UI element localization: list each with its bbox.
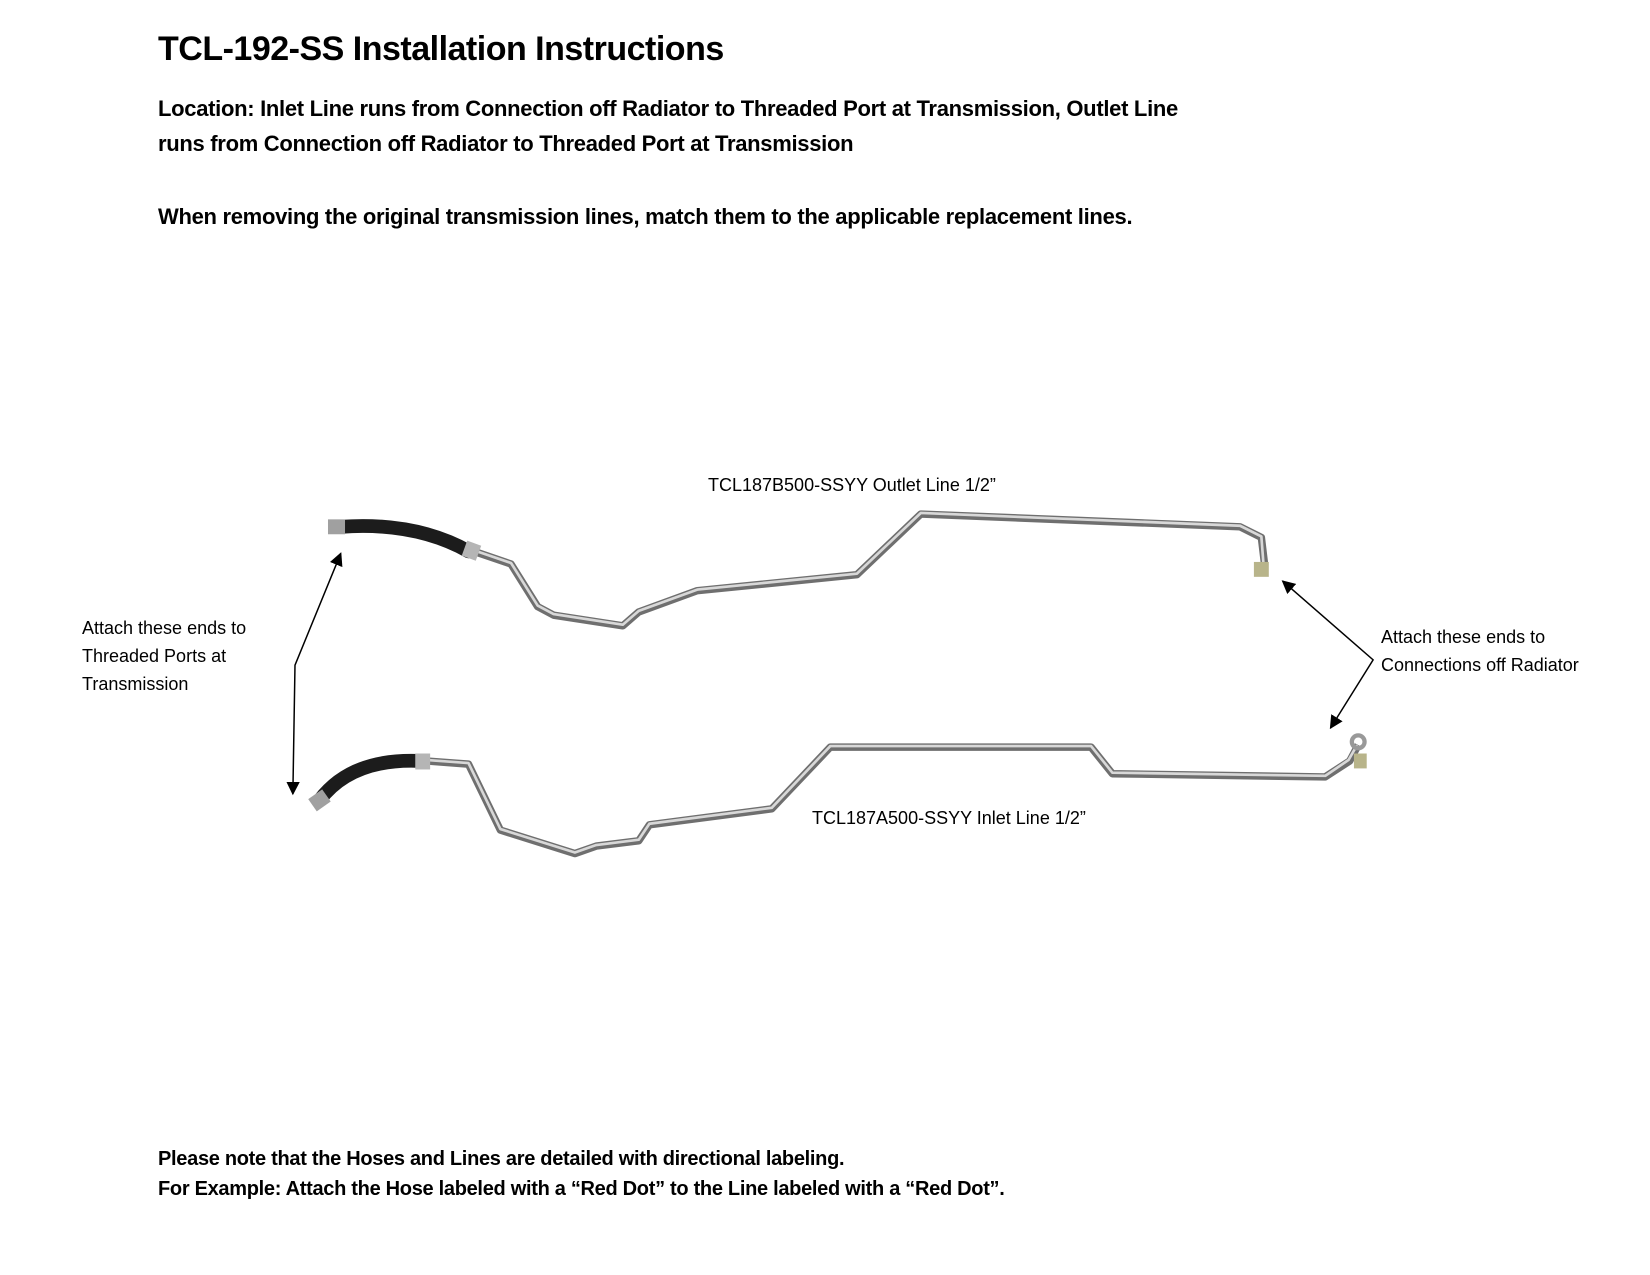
- outlet-radiator-fitting: [1254, 562, 1269, 577]
- instruction-text: When removing the original transmission lines, match them to the applicable replacement lines.: [158, 204, 1133, 229]
- inlet-line: [308, 735, 1366, 853]
- location-line-2: runs from Connection off Radiator to Threaded Port at Transmission: [158, 131, 854, 156]
- inlet-radiator-fitting: [1354, 754, 1367, 769]
- left-note-line: Threaded Ports at: [82, 646, 227, 666]
- page-title: TCL-192-SS Installation Instructions: [158, 30, 724, 68]
- left-note-line: Transmission: [82, 674, 189, 694]
- left-arrow: [293, 553, 341, 794]
- outlet-hose-fitting: [328, 519, 345, 534]
- right-note: [1381, 623, 1579, 679]
- outlet-line: [328, 513, 1269, 626]
- footer-note-1: Please note that the Hoses and Lines are detailed with directional labeling.: [158, 1148, 845, 1170]
- right-note-line: Attach these ends to: [1381, 627, 1546, 647]
- footer-note-2: For Example: Attach the Hose labeled with a “Red Dot” to the Line labeled with a “Red Dot”.: [158, 1178, 1005, 1200]
- inlet-line-label: TCL187A500-SSYY Inlet Line 1/2”: [812, 808, 1086, 828]
- left-note-line: Attach these ends to: [82, 618, 247, 638]
- left-note: [82, 614, 246, 698]
- right-note-line: Connections off Radiator: [1381, 655, 1579, 675]
- outlet-line-label: TCL187B500-SSYY Outlet Line 1/2”: [708, 475, 996, 495]
- right-arrow: [1283, 581, 1373, 728]
- location-line-1: Location: Inlet Line runs from Connection off Radiator to Threaded Port at Transmission, Outlet Line: [158, 96, 1178, 121]
